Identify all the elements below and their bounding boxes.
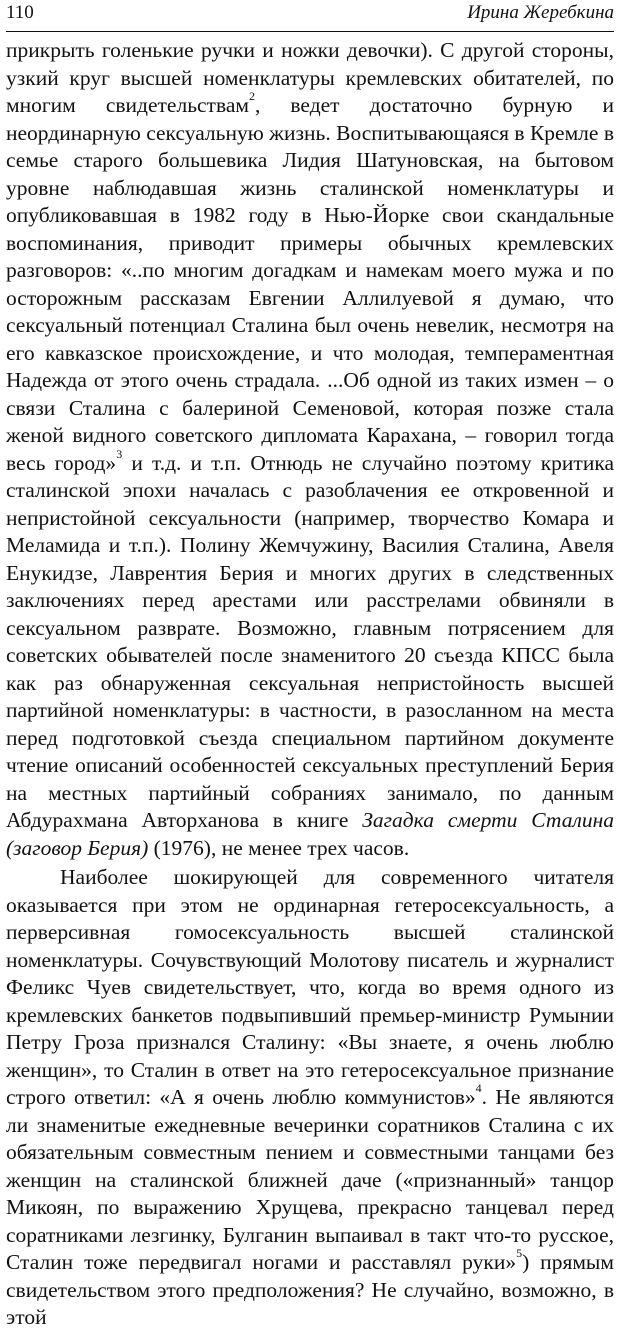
footnote-marker-3: 3 (116, 446, 123, 461)
paragraph-2 (6, 864, 614, 1332)
footnote-marker-4: 4 (475, 1081, 482, 1095)
page-header (6, 2, 614, 28)
running-head: Ирина Жеребкина (467, 2, 614, 23)
header-rule (6, 31, 614, 32)
paragraph-1-text-4: (1976), не менее трех часов. (148, 835, 410, 860)
paragraph-1-text-3: и т.д. и т.п. Отнюдь не случайно поэтому критика сталинской эпохи началась с разоблачения ее откровенной и непристойной сексуальности (например, творчество Комара и Меламида и т.п.). Полину Жемчужину, Василия Сталина, Авеля Енукидзе, Лаврентия Берия и многих других в следственных заключениях перед арестами или расстрелами обвиняли в сексуальном разврате. Возможно, главным потрясением для советских обывателей после знаменитого 20 съезда КПСС была как раз обнаруженная сексуальная непристойность высшей партийной номенклатуры: в частности, в разосланном на места перед подготовкой съезда специальном партийном документе чтение описаний особенностей сексуальных преступлений Берия на местных партийный собраниях занимало, по данным Абдурахмана Авторханова в книге (6, 450, 614, 832)
paragraph-1 (6, 37, 614, 862)
paragraph-1-text-1: прикрыть голенькие ручки и ножки девочки). С другой стороны, узкий круг высшей номенклатуры кремлевских обитателей, по многим свидетельствам (6, 38, 614, 117)
footnote-marker-2: 2 (248, 89, 255, 103)
book-title: Загадка смерти Сталина (заговор Берия) (6, 808, 614, 860)
paragraph-1-text-2: , ведет достаточно бурную и неординарную сексуальную жизнь. Воспитывающаяся в Кремле в семье старого большевика Лидия Шатуновская, на бытовом уровне наблюдавшая жизнь сталинской номенклатуры и опубликовавшая в 1982 году в Нью-Йорке свои скандальные воспоминания, приводит примеры обычных кремлевских разговоров: «..по многим догадкам и намекам моего мужа и по осторожным рассказам Евгении Аллилуевой я думаю, что сексуальный потенциал Сталина был очень невелик, несмотря на его кавказское происхождение, и что молодая, темпераментная Надежда от этого очень страдала. ...Об одной из таких измен – о связи Сталина с балериной Семеновой, которая позже стала женой видного советского дипломата Карахана, – говорил тогда весь город» (6, 93, 614, 475)
paragraph-2-text-3: ) прямым свидетельством этого предположения? Не случайно, возможно, в этой (6, 1250, 614, 1329)
paragraph-2-text-2: . Не являются ли знаменитые ежедневные вечеринки соратников Сталина с их обязательным совместным пением и совместными танцами без женщин на сталинской ближней даче («признанный» танцор Микоян, по выражению Хрущева, прекрасно танцевал перед соратниками лезгинку, Булганин выпаивал в такт что-то русское, Сталин тоже передвигал ногами и расставлял руки» (6, 1085, 614, 1274)
body-text (6, 37, 614, 1332)
footnote-marker-5: 5 (516, 1246, 523, 1260)
page-number: 110 (6, 2, 34, 23)
paragraph-2-text-1: Наиболее шокирующей для современного читателя оказывается при этом не ординарная гетеросексуальность, а перверсивная гомосексуальность высшей сталинской номенклатуры. Сочувствующий Молотову писатель и журналист Феликс Чуев свидетельствует, что, когда во время одного из кремлевских банкетов подвыпивший премьер-министр Румынии Петру Гроза признался Сталину: «Вы знаете, я очень люблю женщин», то Сталин в ответ на это гетеросексуальное признание строго ответил: «А я очень люблю коммунистов» (6, 865, 614, 1109)
